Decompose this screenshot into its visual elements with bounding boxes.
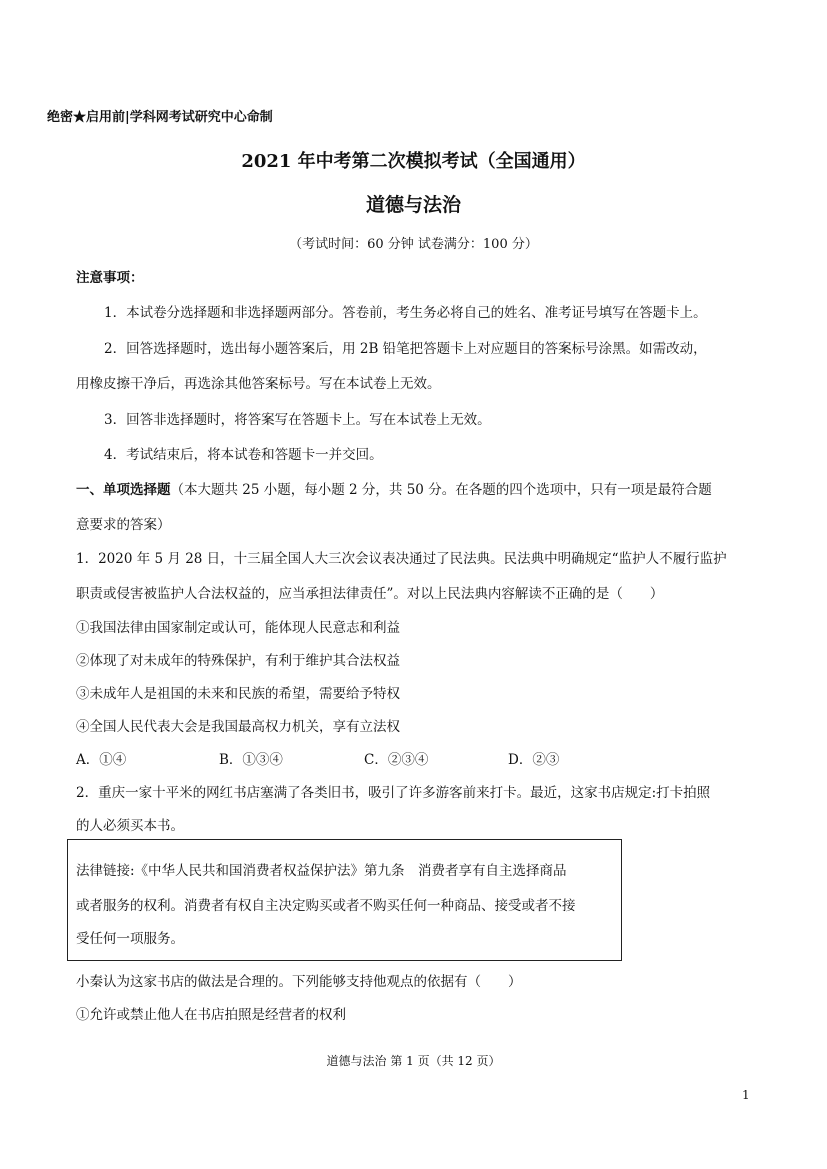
question-1-statement: ②体现了对未成年的特殊保护，有利于维护其合法权益 xyxy=(76,653,400,669)
exam-meta: （考试时间：60 分钟 试卷满分：100 分） xyxy=(289,237,538,252)
section-description: （本大题共 25 小题，每小题 2 分，共 50 分。在各题的四个选项中，只有一项是最符合题 xyxy=(170,482,712,498)
page-footer: 道德与法治 第 1 页（共 12 页） xyxy=(326,1054,501,1068)
notice-item: 4．考试结束后，将本试卷和答题卡一并交回。 xyxy=(104,447,383,463)
notice-item: 3．回答非选择题时，将答案写在答题卡上。写在本试卷上无效。 xyxy=(104,412,491,428)
notice-heading: 注意事项： xyxy=(76,270,144,286)
question-1-option-c: C．②③④ xyxy=(364,752,429,768)
question-2-statement: ①允许或禁止他人在书店拍照是经营者的权利 xyxy=(76,1007,346,1023)
notice-item-continued: 用橡皮擦干净后，再选涂其他答案标号。写在本试卷上无效。 xyxy=(76,376,441,392)
question-1-stem: 1．2020 年 5 月 28 日，十三届全国人大三次会议表决通过了民法典。民法典中明确规定“监护人不履行监护 xyxy=(76,551,727,567)
question-1-option-a: A．①④ xyxy=(76,752,127,768)
question-1-stem-continued: 职责或侵害被监护人合法权益的，应当承担法律责任”。对以上民法典内容解读不正确的是（ ） xyxy=(76,586,664,602)
question-2-stem: 2．重庆一家十平米的网红书店塞满了各类旧书，吸引了许多游客前来打卡。最近，这家书店规定:打卡拍照 xyxy=(76,785,711,801)
question-1-option-b: B．①③④ xyxy=(219,752,283,768)
exam-title: 2021 年中考第二次模拟考试（全国通用） xyxy=(241,151,586,172)
exam-subject: 道德与法治 xyxy=(365,194,461,216)
question-1-statement: ①我国法律由国家制定或认可，能体现人民意志和利益 xyxy=(76,620,400,636)
section-title: 一、单项选择题 xyxy=(76,482,171,498)
question-1-statement: ④全国人民代表大会是我国最高权力机关，享有立法权 xyxy=(76,719,400,735)
law-link-line: 法律链接:《中华人民共和国消费者权益保护法》第九条 消费者享有自主选择商品 xyxy=(76,863,567,879)
notice-item: 1．本试卷分选择题和非选择题两部分。答卷前，考生务必将自己的姓名、准考证号填写在答题卡上。 xyxy=(104,305,707,321)
header-note: 绝密★启用前|学科网考试研究中心命制 xyxy=(47,110,273,125)
question-2-prompt: 小秦认为这家书店的做法是合理的。下列能够支持他观点的依据有（ ） xyxy=(76,974,522,990)
question-2-stem-continued: 的人必须买本书。 xyxy=(76,818,184,834)
section-description-continued: 意要求的答案） xyxy=(76,517,171,533)
notice-item: 2．回答选择题时，选出每小题答案后，用 2B 铅笔把答题卡上对应题目的答案标号涂黑。如需改动， xyxy=(104,341,707,357)
section-heading xyxy=(76,478,712,498)
page-number: 1 xyxy=(742,1088,750,1102)
question-1-option-d: D．②③ xyxy=(508,752,560,768)
law-link-line: 或者服务的权利。消费者有权自主决定购买或者不购买任何一种商品、接受或者不接 xyxy=(76,898,576,914)
law-link-line: 受任何一项服务。 xyxy=(76,931,184,947)
question-1-statement: ③未成年人是祖国的未来和民族的希望，需要给予特权 xyxy=(76,686,400,702)
law-link-box xyxy=(67,839,622,961)
